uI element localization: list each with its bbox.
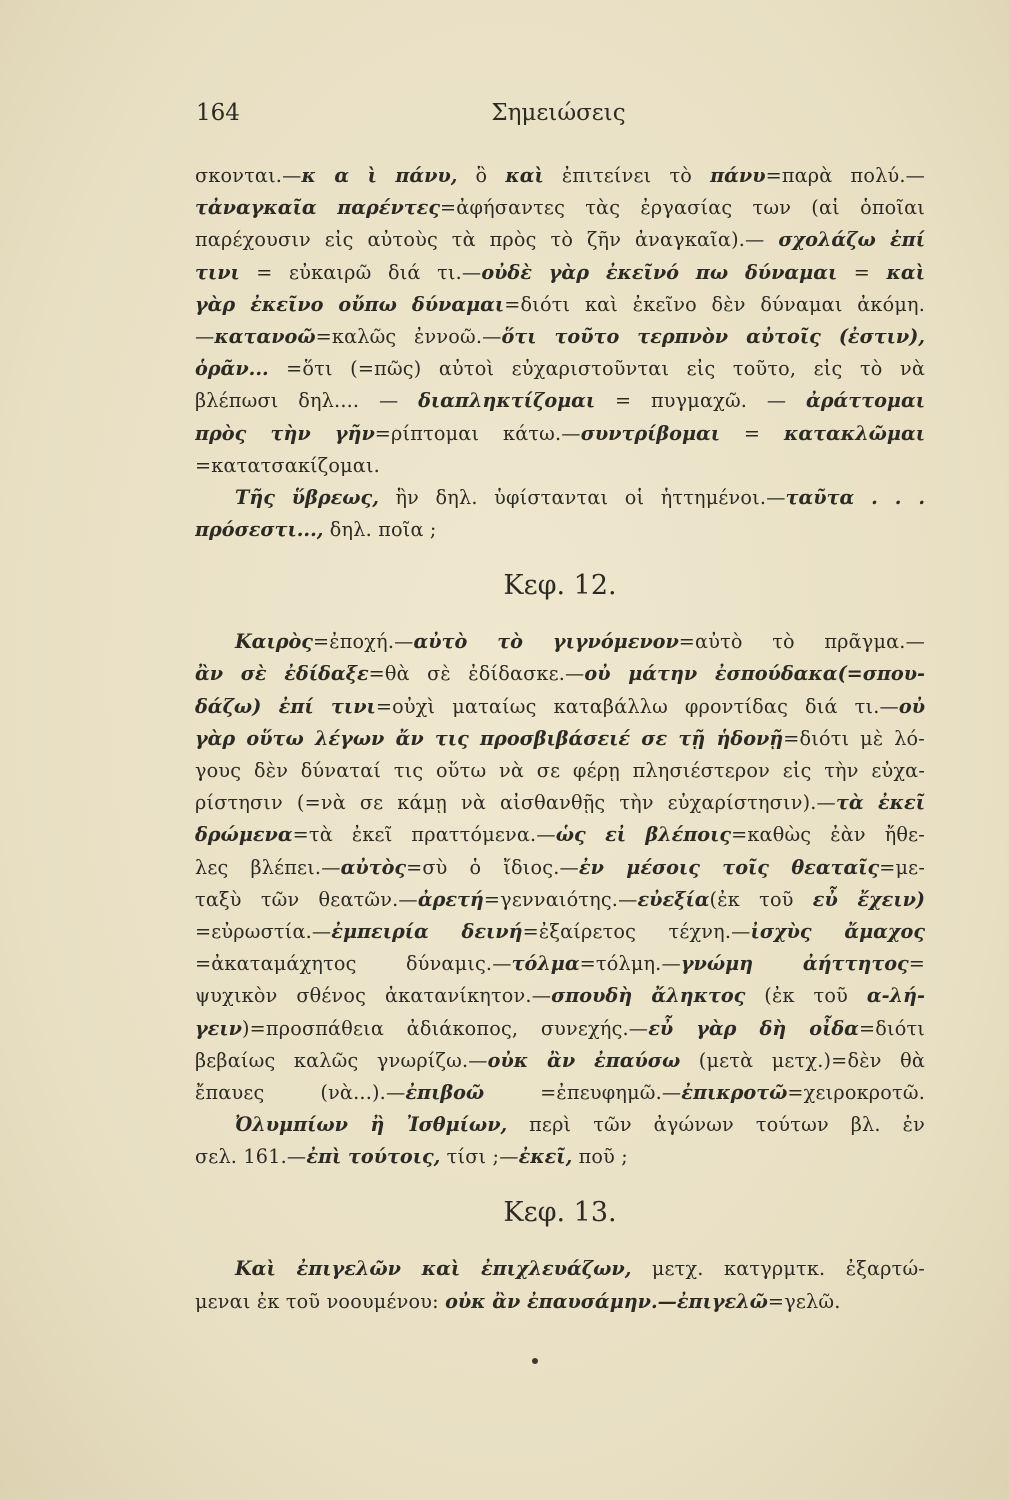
text-line — [195, 160, 925, 192]
gloss-text: γους δὲν δύναταί τις οὕτω νὰ σε φέρῃ πλησιέστερον εἰς τὴν εὐχα- — [195, 759, 925, 782]
text-line — [195, 289, 925, 321]
chapter-heading-13: Κεφ. 13. — [503, 1197, 617, 1229]
emphasized-term: τἀναγκαῖα παρέντες — [195, 196, 441, 220]
gloss-text: μεναι ἐκ τοῦ νοουμένου: — [195, 1289, 446, 1313]
text-line — [195, 819, 925, 851]
gloss-text: = — [837, 260, 887, 284]
emphasized-term: α-λή- — [866, 984, 925, 1008]
emphasized-term: ἂν σὲ ἐδίδαξε — [195, 662, 369, 686]
page-number: 164 — [196, 100, 240, 126]
gloss-text: (μετὰ μετχ.)=δὲν θὰ — [680, 1048, 925, 1072]
emphasized-term: Καιρὸς — [235, 630, 313, 654]
gloss-text: βλέπωσι δηλ.... — — [195, 389, 419, 413]
notes-block-chapter-13 — [195, 1253, 925, 1317]
text-line — [195, 418, 925, 450]
gloss-text: περὶ τῶν ἀγώνων τούτων βλ. ἐν — [507, 1113, 925, 1137]
text-line — [195, 723, 925, 755]
text-line — [195, 691, 925, 723]
page-header — [196, 100, 921, 136]
gloss-text: ποῦ ; — [572, 1145, 628, 1169]
emphasized-term: αὐτὸς — [340, 855, 407, 879]
text-line — [195, 1045, 925, 1077]
emphasized-term: τὰ ἐκεῖ — [835, 791, 925, 815]
emphasized-term: ἐπὶ τούτοις, — [306, 1145, 441, 1169]
emphasized-term: Ὀλυμπίων ἢ Ἰσθμίων, — [235, 1113, 508, 1137]
emphasized-term: δάζω) ἐπί τινι — [195, 694, 376, 718]
emphasized-term: εὖ γὰρ δὴ οἶδα — [648, 1016, 859, 1040]
gloss-text: =αὐτὸ τὸ πρᾶγμα.— — [678, 630, 925, 654]
emphasized-term: Τῆς ὕβρεως, — [235, 485, 379, 509]
gloss-text: =διότι μὲ λό- — [783, 726, 925, 750]
notes-block-chapter-11 — [195, 160, 925, 546]
emphasized-term: κ α ὶ πάνυ, — [301, 164, 458, 187]
emphasized-term: καὶ — [886, 260, 925, 284]
text-line — [195, 353, 925, 385]
gloss-text: =σὺ ὁ ἴδιος.— — [406, 855, 579, 879]
gloss-text: =οὐχὶ ματαίως καταβάλλω φροντίδας διά τι.— — [375, 694, 899, 718]
gloss-text: =παρὰ πολύ.— — [765, 164, 925, 187]
text-line — [195, 852, 925, 884]
gloss-text: =γελῶ. — [767, 1289, 841, 1313]
emphasized-term: Καὶ ἐπιγελῶν καὶ ἐπιχλευάζων, — [235, 1257, 632, 1281]
emphasized-term: ἀρετή — [417, 887, 484, 911]
emphasized-term: κατακλῶμαι — [783, 421, 925, 445]
gloss-text: =ὅτι (=πῶς) αὐτοὶ εὐχαριστοῦνται εἰς τοῦτο, εἰς τὸ νὰ — [268, 357, 925, 381]
gloss-text: )=προσπάθεια ἀδιάκοπος, συνεχής.— — [241, 1016, 649, 1040]
text-line — [195, 192, 925, 224]
text-line — [195, 1013, 925, 1045]
text-line — [195, 884, 925, 916]
text-line — [195, 626, 925, 658]
gloss-text: =διότι καὶ ἐκεῖνο δὲν δύναμαι ἀκόμη. — [504, 292, 925, 316]
gloss-text: =ἐπευφημῶ.— — [484, 1080, 682, 1104]
running-title: Σημειώσεις — [491, 100, 626, 126]
gloss-text: ἣν δηλ. ὑφίστανται οἱ ἡττημένοι.— — [378, 485, 786, 509]
emphasized-term: τόλμα — [511, 952, 580, 976]
chapter-heading-12: Κεφ. 12. — [503, 570, 617, 602]
gloss-text: μετχ. κατγρμτκ. ἐξαρτώ- — [631, 1257, 925, 1281]
emphasized-term: ταῦτα . . . — [785, 485, 925, 509]
emphasized-term: οὐκ ἂν ἐπαύσω — [487, 1048, 681, 1072]
emphasized-term: ἐκεῖ, — [518, 1145, 573, 1169]
emphasized-term: γὰρ ἐκεῖνο οὔπω δύναμαι — [195, 292, 505, 316]
emphasized-term: δρώμενα — [195, 823, 293, 847]
text-line — [195, 514, 925, 546]
gloss-text: ὃ — [457, 164, 506, 187]
emphasized-term: γειν — [195, 1016, 242, 1040]
gloss-text: =κατατσακίζομαι. — [195, 453, 380, 477]
text-line — [195, 224, 925, 256]
text-line — [195, 755, 925, 787]
notes-block-chapter-12 — [195, 626, 925, 1173]
text-line — [195, 385, 925, 417]
gloss-text: =ἐξαίρετος τέχνη.— — [522, 919, 751, 943]
emphasized-term: εὖ ἔχειν) — [812, 887, 925, 911]
text-line — [195, 658, 925, 690]
text-line — [195, 450, 925, 482]
gloss-text: =καλῶς ἐννοῶ.— — [315, 324, 502, 348]
emphasized-term: ὡς εἰ βλέποις — [555, 823, 732, 847]
emphasized-term: ἐπιβοῶ — [405, 1080, 485, 1104]
text-line — [195, 1077, 925, 1109]
emphasized-term: ἰσχὺς ἄμαχος — [750, 919, 925, 943]
emphasized-term: πρὸς τὴν γῆν — [195, 421, 375, 445]
emphasized-term: συντρίβομαι — [580, 421, 721, 445]
text-line — [195, 321, 925, 353]
emphasized-term: πρόσεστι..., — [195, 518, 324, 542]
gloss-text: σελ. 161.— — [195, 1145, 307, 1169]
text-line — [195, 257, 925, 289]
gloss-text: ἐπιτείνει τὸ — [543, 164, 711, 187]
gloss-text: =ἐποχή.— — [312, 630, 414, 654]
text-line — [195, 1286, 925, 1318]
gloss-text: ρίστησιν (=νὰ σε κάμῃ νὰ αἰσθανθῇς τὴν εὐχαρίστησιν).— — [195, 791, 836, 815]
gloss-text: ταξὺ τῶν θεατῶν.— — [195, 887, 418, 911]
emphasized-term: ὁρᾶν... — [195, 357, 269, 381]
gloss-text: ἔπαυες (νὰ...).— — [195, 1080, 406, 1104]
text-line — [195, 1141, 925, 1173]
emphasized-term: γνώμη ἀήττητος — [680, 952, 909, 976]
text-line — [195, 787, 925, 819]
emphasized-term: σχολάζω ἐπί — [778, 228, 925, 252]
emphasized-term: τινι — [195, 260, 240, 284]
gloss-text: =τόλμη.— — [579, 952, 681, 976]
gloss-text: βεβαίως καλῶς γνωρίζω.— — [195, 1048, 488, 1072]
page-body — [195, 160, 925, 1318]
emphasized-term: καὶ — [505, 164, 544, 187]
text-line — [195, 948, 925, 980]
gloss-text: δηλ. ποῖα ; — [323, 518, 437, 542]
gloss-text: = εὐκαιρῶ διά τι.— — [239, 260, 482, 284]
gloss-text: =ἀφήσαντες τὰς ἐργασίας των (αἱ ὁποῖαι — [440, 196, 925, 220]
emphasized-term: κατανοῶ — [214, 324, 316, 348]
gloss-text: =χειροκροτῶ. — [787, 1080, 925, 1104]
emphasized-term: οὐ — [898, 694, 925, 718]
emphasized-term: οὐ μάτην ἐσπούδακα(=σπου- — [584, 662, 925, 686]
gloss-text: — — [195, 324, 215, 348]
ornament-dot — [532, 1358, 538, 1364]
gloss-text: = — [720, 421, 784, 445]
gloss-text: =με- — [879, 855, 925, 879]
emphasized-term: ὅτι τοῦτο τερπνὸν αὐτοῖς (ἐστιν), — [501, 324, 925, 348]
emphasized-term: αὐτὸ τὸ γιγνόμενον — [413, 630, 679, 654]
gloss-text: (ἐκ τοῦ — [745, 984, 867, 1008]
emphasized-term: ἐπικροτῶ — [681, 1080, 788, 1104]
gloss-text: = πυγμαχῶ. — — [595, 389, 806, 413]
emphasized-term: ἀράττομαι — [805, 389, 925, 413]
emphasized-term: οὐκ ἂν ἐπαυσάμην.—ἐπιγελῶ — [445, 1289, 768, 1313]
gloss-text: =εὐρωστία.— — [195, 919, 332, 943]
gloss-text: παρέχουσιν εἰς αὐτοὺς τὰ πρὸς τὸ ζῆν ἀναγκαῖα).— — [195, 228, 779, 252]
gloss-text: σκονται.— — [195, 164, 302, 187]
emphasized-term: εὐεξία — [637, 887, 710, 911]
gloss-text: ψυχικὸν σθένος ἀκατανίκητον.— — [195, 984, 552, 1008]
text-line — [195, 980, 925, 1012]
emphasized-term: πάνυ — [710, 164, 766, 187]
text-line — [195, 482, 925, 514]
gloss-text: =ἀκαταμάχητος δύναμις.— — [195, 952, 512, 976]
emphasized-term: ἐν μέσοις τοῖς θεαταῖς — [578, 855, 880, 879]
emphasized-term: οὐδὲ γὰρ ἐκεῖνό πω δύναμαι — [481, 260, 838, 284]
emphasized-term: ἐμπειρία δεινή — [331, 919, 523, 943]
gloss-text: =καθὼς ἐὰν ἤθε- — [731, 823, 925, 847]
emphasized-term: σπουδὴ ἄληκτος — [551, 984, 746, 1008]
text-line — [195, 916, 925, 948]
gloss-text: =τὰ ἐκεῖ πραττόμενα.— — [292, 823, 556, 847]
gloss-text: = — [908, 952, 925, 976]
gloss-text: =γενναιότης.— — [483, 887, 638, 911]
gloss-text: =διότι — [858, 1016, 925, 1040]
text-line — [195, 1109, 925, 1141]
gloss-text: λες βλέπει.— — [195, 855, 341, 879]
emphasized-term: διαπληκτίζομαι — [418, 389, 596, 413]
emphasized-term: γὰρ οὕτω λέγων ἄν τις προσβιβάσειέ σε τῇ ἡδονῇ — [195, 726, 784, 750]
gloss-text: (ἐκ τοῦ — [709, 887, 813, 911]
gloss-text: τίσι ;— — [440, 1145, 519, 1169]
text-line — [195, 1253, 925, 1285]
gloss-text: =θὰ σὲ ἐδίδασκε.— — [368, 662, 585, 686]
gloss-text: =ρίπτομαι κάτω.— — [374, 421, 581, 445]
